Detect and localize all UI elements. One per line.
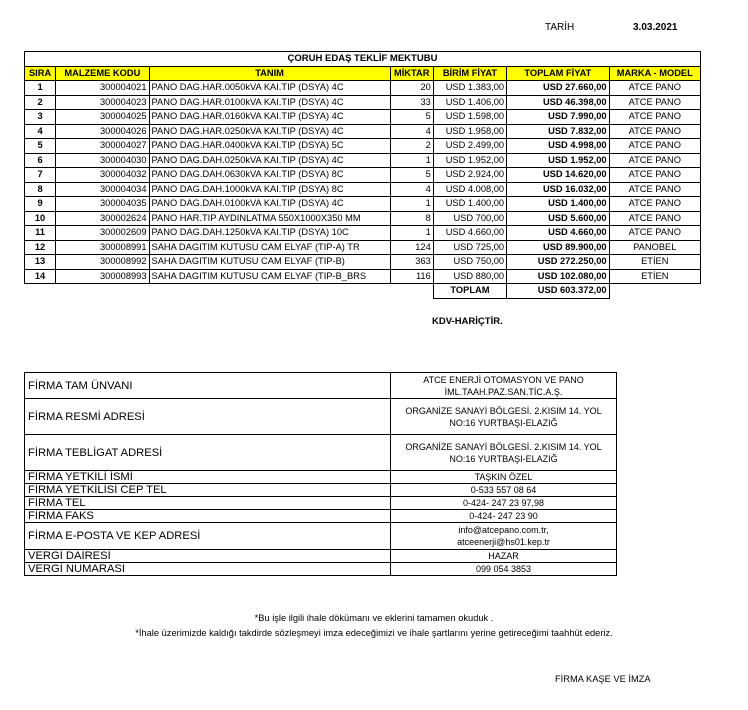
firm-value <box>391 550 617 563</box>
cell-kod: 300008991 <box>56 240 149 255</box>
cell-birim: USD 1.383,00 <box>433 81 506 96</box>
cell-birim: USD 750,00 <box>433 255 506 270</box>
firm-label: VERGİ NUMARASI <box>25 563 391 576</box>
cell-miktar: 5 <box>390 110 433 125</box>
note-line-2: *İhale üzerimizde kaldığı takdirde sözleşmeyi imza edeceğimizi ve ihale şartlarını yerine getireceğimi taahhüt ederiz. <box>135 628 613 638</box>
firm-label: FİRMA TEBLİGAT ADRESİ <box>25 435 391 471</box>
cell-sira: 3 <box>25 110 56 125</box>
cell-sira: 1 <box>25 81 56 96</box>
cell-toplam: USD 102.080,00 <box>507 269 609 284</box>
quote-header-row <box>25 66 701 81</box>
cell-kod: 300004025 <box>56 110 149 125</box>
cell-tanim: PANO HAR.TIP AYDINLATMA 550X1000X350 MM <box>149 211 390 226</box>
date-label: TARİH <box>545 22 575 33</box>
firm-row <box>25 510 617 523</box>
vat-note: KDV-HARİÇTİR. <box>432 316 503 327</box>
cell-toplam: USD 27.660,00 <box>507 81 609 96</box>
cell-birim: USD 4.008,00 <box>433 182 506 197</box>
cell-kod: 300004035 <box>56 197 149 212</box>
cell-sira: 5 <box>25 139 56 154</box>
cell-tanim: PANO DAG.DAH.1250kVA KAI.TIP (DSYA) 10C <box>149 226 390 241</box>
cell-sira: 14 <box>25 269 56 284</box>
date-value: 3.03.2021 <box>633 22 678 33</box>
table-row <box>25 197 701 212</box>
cell-toplam: USD 1.400,00 <box>507 197 609 212</box>
firm-value-line: TAŞKIN ÖZEL <box>474 472 533 482</box>
firm-row <box>25 484 617 497</box>
cell-kod: 300008992 <box>56 255 149 270</box>
firm-label: FİRMA E-POSTA VE KEP ADRESİ <box>25 523 391 550</box>
cell-kod: 300008993 <box>56 269 149 284</box>
note-line-1: *Bu işle ilgili ihale dökümanı ve eklerini tamamen okuduk . <box>254 613 494 623</box>
cell-birim: USD 1.958,00 <box>433 124 506 139</box>
firm-value-line: ORGANİZE SANAYİ BÖLGESİ. 2.KISIM 14. YOL <box>405 441 602 452</box>
firm-row <box>25 435 617 471</box>
col-marka-model: MARKA - MODEL <box>609 66 700 81</box>
table-row <box>25 124 701 139</box>
cell-birim: USD 2.499,00 <box>433 139 506 154</box>
cell-marka: ATCE PANO <box>609 197 700 212</box>
firm-value <box>391 523 617 550</box>
cell-miktar: 1 <box>390 153 433 168</box>
firm-label: FİRMA YETKİLİ İSMİ <box>25 471 391 484</box>
firm-value <box>391 471 617 484</box>
cell-toplam: USD 14.620,00 <box>507 168 609 183</box>
cell-kod: 300004021 <box>56 81 149 96</box>
table-row <box>25 269 701 284</box>
cell-toplam: USD 16.032,00 <box>507 182 609 197</box>
firm-label: FİRMA FAKS <box>25 510 391 523</box>
cell-miktar: 124 <box>390 240 433 255</box>
firm-info-table <box>24 372 617 576</box>
cell-sira: 4 <box>25 124 56 139</box>
cell-kod: 300002624 <box>56 211 149 226</box>
firm-label: FİRMA YETKİLİSİ CEP TEL <box>25 484 391 497</box>
cell-kod: 300004026 <box>56 124 149 139</box>
cell-toplam: USD 4.660,00 <box>507 226 609 241</box>
total-label: TOPLAM <box>433 284 506 299</box>
quote-table <box>24 51 701 299</box>
signature-label: FİRMA KAŞE VE İMZA <box>555 674 651 684</box>
cell-kod: 300004030 <box>56 153 149 168</box>
table-row <box>25 240 701 255</box>
col-miktar: MİKTAR <box>390 66 433 81</box>
total-row <box>25 284 701 299</box>
cell-miktar: 8 <box>390 211 433 226</box>
firm-value <box>391 399 617 435</box>
cell-miktar: 4 <box>390 182 433 197</box>
cell-tanim: SAHA DAGITIM KUTUSU CAM ELYAF (TIP-B) <box>149 255 390 270</box>
cell-toplam: USD 46.398,00 <box>507 95 609 110</box>
cell-tanim: PANO DAG.HAR.0160kVA KAI.TIP (DSYA) 4C <box>149 110 390 125</box>
quote-title: ÇORUH EDAŞ TEKLİF MEKTUBU <box>25 52 701 67</box>
firm-value <box>391 484 617 497</box>
cell-birim: USD 1.598,00 <box>433 110 506 125</box>
firm-value-line: 099 054 3853 <box>475 564 532 574</box>
cell-miktar: 2 <box>390 139 433 154</box>
cell-marka: ATCE PANO <box>609 226 700 241</box>
cell-sira: 9 <box>25 197 56 212</box>
cell-birim: USD 4.660,00 <box>433 226 506 241</box>
cell-sira: 2 <box>25 95 56 110</box>
total-value: USD 603.372,00 <box>507 284 609 299</box>
firm-label: VERGİ DAİRESİ <box>25 550 391 563</box>
cell-kod: 300004023 <box>56 95 149 110</box>
cell-sira: 8 <box>25 182 56 197</box>
cell-birim: USD 2.924,00 <box>433 168 506 183</box>
cell-kod: 300004027 <box>56 139 149 154</box>
firm-row <box>25 563 617 576</box>
firm-value-line: ATCE ENERJİ OTOMASYON VE PANO <box>423 374 584 385</box>
firm-row <box>25 399 617 435</box>
firm-row <box>25 523 617 550</box>
firm-value-line: İML.TAAH.PAZ.SAN.TİC.A.Ş. <box>444 386 563 397</box>
cell-marka: ATCE PANO <box>609 211 700 226</box>
cell-miktar: 116 <box>390 269 433 284</box>
table-row <box>25 110 701 125</box>
cell-tanim: PANO DAG.HAR.0400kVA KAI.TIP (DSYA) 5C <box>149 139 390 154</box>
cell-miktar: 33 <box>390 95 433 110</box>
cell-toplam: USD 89.900,00 <box>507 240 609 255</box>
firm-value-line: NO:16 YURTBAŞI-ELAZIĞ <box>449 417 558 428</box>
cell-toplam: USD 7.990,00 <box>507 110 609 125</box>
firm-value-line: NO:16 YURTBAŞI-ELAZIĞ <box>449 453 558 464</box>
firm-value <box>391 510 617 523</box>
cell-sira: 7 <box>25 168 56 183</box>
firm-value-line: 0-424- 247 23 90 <box>469 511 538 521</box>
col-malzeme-kodu: MALZEME KODU <box>56 66 149 81</box>
firm-row <box>25 471 617 484</box>
cell-birim: USD 725,00 <box>433 240 506 255</box>
firm-label: FİRMA TAM ÜNVANI <box>25 373 391 399</box>
cell-miktar: 5 <box>390 168 433 183</box>
firm-value-line: 0-424- 247 23 97,98 <box>462 498 545 508</box>
cell-marka: ATCE PANO <box>609 124 700 139</box>
cell-sira: 10 <box>25 211 56 226</box>
cell-sira: 11 <box>25 226 56 241</box>
cell-marka: ETİEN <box>609 269 700 284</box>
cell-tanim: PANO DAG.HAR.0050kVA KAI.TIP (DSYA) 4C <box>149 81 390 96</box>
firm-label: FİRMA TEL <box>25 497 391 510</box>
table-row <box>25 153 701 168</box>
firm-value-line: info@atcepano.com.tr, <box>458 525 549 535</box>
cell-tanim: PANO DAG.HAR.0100kVA KAI.TIP (DSYA) 4C <box>149 95 390 110</box>
cell-marka: PANOBEL <box>609 240 700 255</box>
cell-marka: ATCE PANO <box>609 81 700 96</box>
cell-marka: ATCE PANO <box>609 139 700 154</box>
cell-birim: USD 700,00 <box>433 211 506 226</box>
cell-birim: USD 1.406,00 <box>433 95 506 110</box>
cell-tanim: PANO DAG.DAH.1000kVA KAI.TIP (DSYA) 8C <box>149 182 390 197</box>
firm-value <box>391 563 617 576</box>
cell-tanim: PANO DAG.HAR.0250kVA KAI.TIP (DSYA) 4C <box>149 124 390 139</box>
table-row <box>25 168 701 183</box>
col-birim-fiyat: BİRİM FİYAT <box>433 66 506 81</box>
cell-toplam: USD 7.832,00 <box>507 124 609 139</box>
firm-value <box>391 373 617 399</box>
cell-tanim: PANO DAG.DAH.0100kVA KAI.TIP (DSYA) 4C <box>149 197 390 212</box>
cell-kod: 300002609 <box>56 226 149 241</box>
cell-toplam: USD 5.600,00 <box>507 211 609 226</box>
cell-toplam: USD 1.952,00 <box>507 153 609 168</box>
cell-marka: ETİEN <box>609 255 700 270</box>
table-row <box>25 139 701 154</box>
cell-marka: ATCE PANO <box>609 110 700 125</box>
table-row <box>25 182 701 197</box>
cell-marka: ATCE PANO <box>609 182 700 197</box>
table-row <box>25 226 701 241</box>
cell-toplam: USD 4.998,00 <box>507 139 609 154</box>
cell-tanim: SAHA DAGITIM KUTUSU CAM ELYAF (TIP-B_BRS <box>149 269 390 284</box>
firm-row <box>25 497 617 510</box>
cell-sira: 6 <box>25 153 56 168</box>
firm-row <box>25 550 617 563</box>
cell-birim: USD 1.400,00 <box>433 197 506 212</box>
firm-value-line: ORGANİZE SANAYİ BÖLGESİ. 2.KISIM 14. YOL <box>405 405 602 416</box>
cell-marka: ATCE PANO <box>609 95 700 110</box>
table-row <box>25 255 701 270</box>
cell-tanim: SAHA DAGITIM KUTUSU CAM ELYAF (TIP-A) TR <box>149 240 390 255</box>
cell-birim: USD 1.952,00 <box>433 153 506 168</box>
cell-marka: ATCE PANO <box>609 168 700 183</box>
cell-tanim: PANO DAG.DAH.0250kVA KAI.TIP (DSYA) 4C <box>149 153 390 168</box>
firm-value-line: 0-533 557 08 64 <box>470 485 537 495</box>
cell-sira: 12 <box>25 240 56 255</box>
table-row <box>25 81 701 96</box>
firm-label: FİRMA RESMİ ADRESİ <box>25 399 391 435</box>
cell-tanim: PANO DAG.DAH.0630kVA KAI.TIP (DSYA) 8C <box>149 168 390 183</box>
table-row <box>25 211 701 226</box>
cell-miktar: 20 <box>390 81 433 96</box>
cell-kod: 300004034 <box>56 182 149 197</box>
firm-value-line: HAZAR <box>488 551 519 561</box>
cell-toplam: USD 272.250,00 <box>507 255 609 270</box>
cell-miktar: 1 <box>390 197 433 212</box>
firm-value <box>391 497 617 510</box>
col-toplam-fiyat: TOPLAM FİYAT <box>507 66 609 81</box>
cell-marka: ATCE PANO <box>609 153 700 168</box>
col-sira: SIRA <box>25 66 56 81</box>
firm-row <box>25 373 617 399</box>
cell-sira: 13 <box>25 255 56 270</box>
cell-birim: USD 880,00 <box>433 269 506 284</box>
table-row <box>25 95 701 110</box>
cell-miktar: 1 <box>390 226 433 241</box>
cell-miktar: 363 <box>390 255 433 270</box>
firm-value-line: atceenerji@hs01.kep.tr <box>457 537 550 547</box>
firm-value <box>391 435 617 471</box>
col-tanim: TANIM <box>149 66 390 81</box>
cell-miktar: 4 <box>390 124 433 139</box>
cell-kod: 300004032 <box>56 168 149 183</box>
